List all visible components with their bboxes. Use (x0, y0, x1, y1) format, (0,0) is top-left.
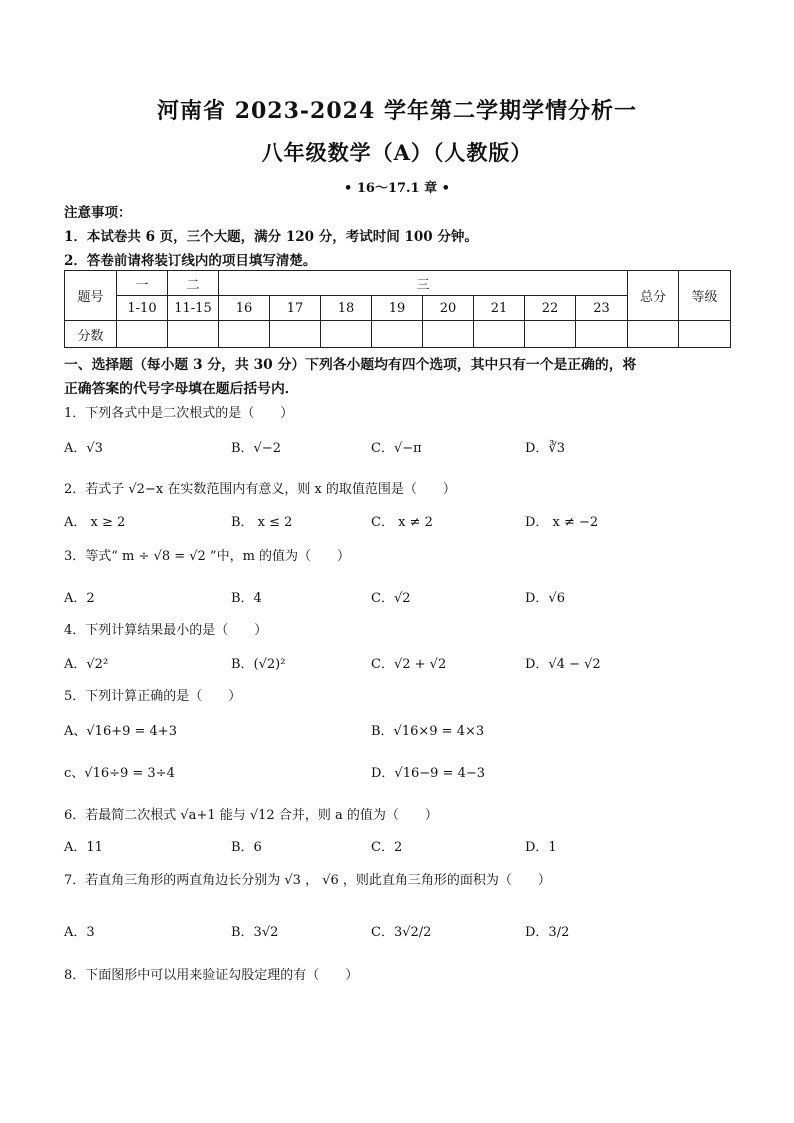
question-2-stem: 2．若式子 √2−x 在实数范围内有意义，则 x 的取值范围是（ ） (64, 482, 456, 497)
question-1-option-c: C．√−π (371, 441, 422, 456)
section1-heading-line1: 一、选择题（每小题 3 分，共 30 分）下列各小题均有四个选项，其中只有一个是正确的，将 (64, 357, 637, 373)
column-label: 19 (372, 296, 423, 321)
question-7-option-c: C．3√2/2 (371, 925, 432, 940)
chapter-range: • 16～17.1 章 • (344, 181, 450, 196)
question-5-option-c: c、√16÷9 = 3÷4 (64, 766, 175, 781)
question-3-option-a: A．2 (64, 591, 95, 606)
note-item-2: 2．答卷前请将装订线内的项目填写清楚。 (64, 253, 317, 269)
score-table (64, 270, 731, 348)
score-cell[interactable] (270, 321, 321, 348)
question-1-option-d: D．∛3 (525, 441, 565, 456)
score-cell[interactable] (117, 321, 168, 348)
question-5-option-b: B．√16×9 = 4×3 (371, 724, 485, 739)
score-cell[interactable] (474, 321, 525, 348)
question-5-option-a: A、√16+9 = 4+3 (64, 724, 177, 739)
score-cell[interactable] (219, 321, 270, 348)
column-label: 18 (321, 296, 372, 321)
question-4-option-a: A．√2² (64, 657, 109, 672)
question-5-option-d: D．√16−9 = 4−3 (371, 766, 486, 781)
question-6-option-b: B．6 (231, 840, 262, 855)
question-7-stem: 7．若直角三角形的两直角边长分别为 √3 ， √6 ，则此直角三角形的面积为（ ） (64, 873, 551, 888)
question-6-option-c: C．2 (371, 840, 403, 855)
question-1-option-b: B．√−2 (231, 441, 282, 456)
score-cell[interactable] (321, 321, 372, 348)
column-label: 1-10 (117, 296, 168, 321)
question-3-option-c: C．√2 (371, 591, 411, 606)
question-6-option-a: A．11 (64, 840, 103, 855)
score-cell[interactable] (576, 321, 628, 348)
score-cell[interactable] (423, 321, 474, 348)
question-2-option-d: D． x ≠ −2 (525, 515, 599, 530)
question-2-option-c: C． x ≠ 2 (371, 515, 433, 530)
exam-subtitle: 八年级数学（A）（人教版） (261, 140, 533, 165)
question-4-option-c: C．√2 + √2 (371, 657, 447, 672)
question-1-option-a: A．√3 (64, 441, 103, 456)
question-4-stem: 4．下列计算结果最小的是（ ） (64, 623, 268, 638)
question-7-option-b: B．3√2 (231, 925, 279, 940)
notes-heading: 注意事项： (64, 205, 132, 221)
section-header-3: 三 (219, 271, 628, 296)
question-3-option-d: D．√6 (525, 591, 565, 606)
column-label: 16 (219, 296, 270, 321)
question-5-stem: 5．下列计算正确的是（ ） (64, 689, 242, 704)
column-label: 11-15 (168, 296, 219, 321)
score-cell[interactable] (168, 321, 219, 348)
total-score-cell[interactable] (628, 321, 679, 348)
section-header-1: 一 (117, 271, 168, 296)
column-label: 23 (576, 296, 628, 321)
question-4-option-d: D．√4 − √2 (525, 657, 601, 672)
question-8-stem: 8．下面图形中可以用来验证勾股定理的有（ ） (64, 968, 359, 983)
column-label: 22 (525, 296, 576, 321)
question-3-option-b: B．4 (231, 591, 262, 606)
question-7-option-d: D．3/2 (525, 925, 570, 940)
question-7-option-a: A．3 (64, 925, 95, 940)
score-cell[interactable] (372, 321, 423, 348)
total-score-label: 总分 (628, 271, 679, 321)
question-6-stem: 6．若最简二次根式 √a+1 能与 √12 合并，则 a 的值为（ ） (64, 808, 438, 823)
question-4-option-b: B．(√2)² (231, 657, 286, 672)
question-3-stem: 3．等式“ m ÷ √8 = √2 ”中，m 的值为（ ） (64, 549, 351, 564)
grade-label: 等级 (679, 271, 731, 321)
section1-heading-line2: 正确答案的代号字母填在题后括号内． (64, 381, 299, 397)
question-2-option-a: A． x ≥ 2 (64, 515, 126, 530)
note-item-1: 1．本试卷共 6 页，三个大题，满分 120 分，考试时间 100 分钟。 (64, 229, 478, 245)
question-6-option-d: D．1 (525, 840, 557, 855)
column-label: 21 (474, 296, 525, 321)
question-2-option-b: B． x ≤ 2 (231, 515, 293, 530)
exam-title: 河南省 2023-2024 学年第二学期学情分析一 (157, 98, 637, 124)
section-header-2: 二 (168, 271, 219, 296)
grade-cell[interactable] (679, 321, 731, 348)
row-label-score: 分数 (65, 321, 117, 348)
column-label: 20 (423, 296, 474, 321)
column-label: 17 (270, 296, 321, 321)
score-cell[interactable] (525, 321, 576, 348)
question-1-stem: 1．下列各式中是二次根式的是（ ） (64, 406, 294, 421)
row-label-question: 题号 (65, 271, 117, 321)
